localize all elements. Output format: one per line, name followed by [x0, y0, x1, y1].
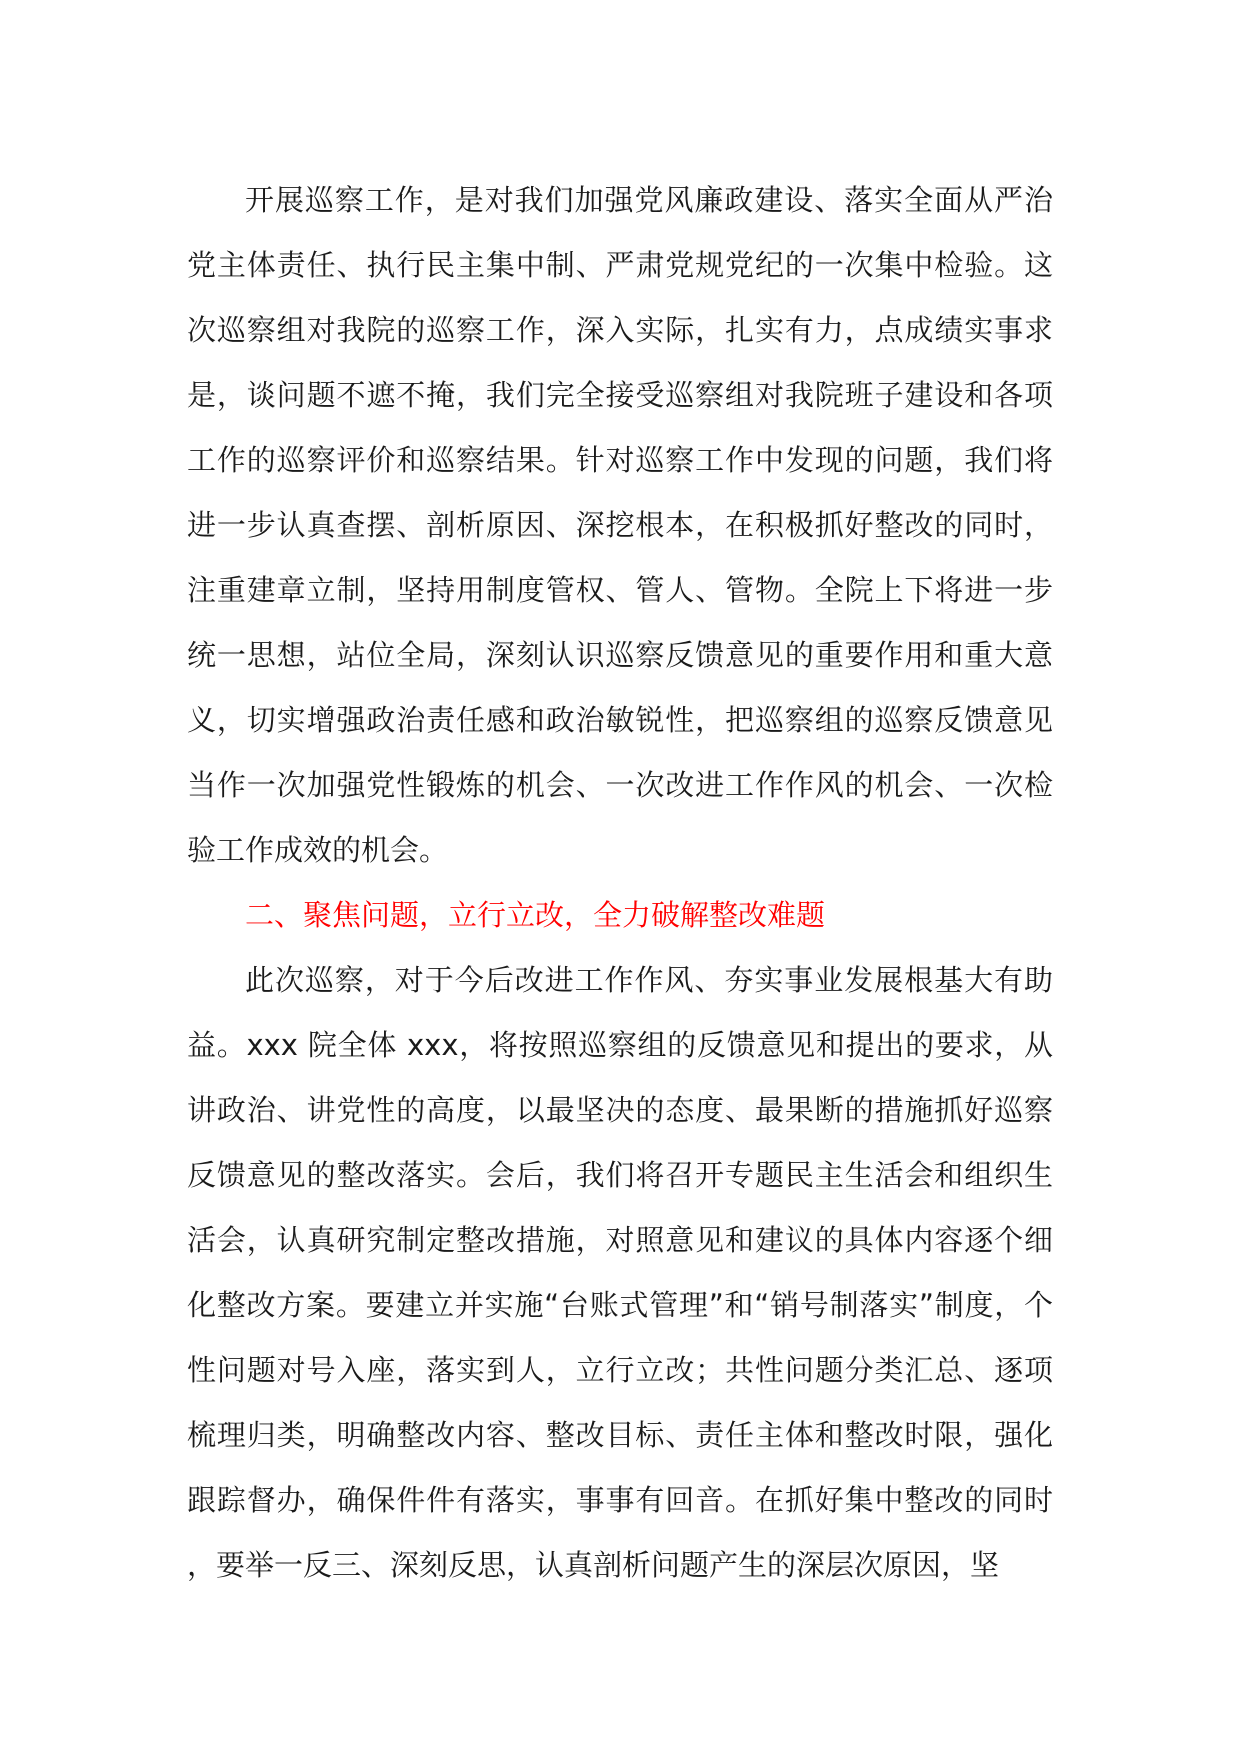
paragraph-1: 开展巡察工作，是对我们加强党风廉政建设、落实全面从严治党主体责任、执行民主集中制、严肃党规党纪的一次集中检验。这次巡察组对我院的巡察工作，深入实际，扎实有力，点成绩实事求是，谈问题不遮不掩，我们完全接受巡察组对我院班子建设和各项工作的巡察评价和巡察结果。针对巡察工作中发现的问题，我们将进一步认真查摆、剖析原因、深挖根本，在积极抓好整改的同时，注重建章立制，坚持用制度管权、管人、管物。全院上下将进一步统一思想，站位全局，深刻认识巡察反馈意见的重要作用和重大意义，切实增强政治责任感和政治敏锐性，把巡察组的巡察反馈意见当作一次加强党性锻炼的机会、一次改进工作作风的机会、一次检验工作成效的机会。 — [187, 183, 1053, 867]
section-heading-2: 二、聚焦问题，立行立改，全力破解整改难题 — [245, 898, 826, 932]
document-body — [187, 168, 1053, 1598]
paragraph-2: 此次巡察，对于今后改进工作作风、夯实事业发展根基大有助益。xxx 院全体 xxx，将按照巡察组的反馈意见和提出的要求，从讲政治、讲党性的高度，以最坚决的态度、最果断的措施抓好巡察反馈意见的整改落实。会后，我们将召开专题民主生活会和组织生活会，认真研究制定整改措施，对照意见和建议的具体内容逐个细化整改方案。要建立并实施“台账式管理”和“销号制落实”制度，个性问题对号入座，落实到人，立行立改；共性问题分类汇总、逐项梳理归类，明确整改内容、整改目标、责任主体和整改时限，强化跟踪督办，确保件件有落实，事事有回音。在抓好集中整改的同时，要举一反三、深刻反思，认真剖析问题产生的深层次原因，坚 — [187, 963, 1053, 1582]
